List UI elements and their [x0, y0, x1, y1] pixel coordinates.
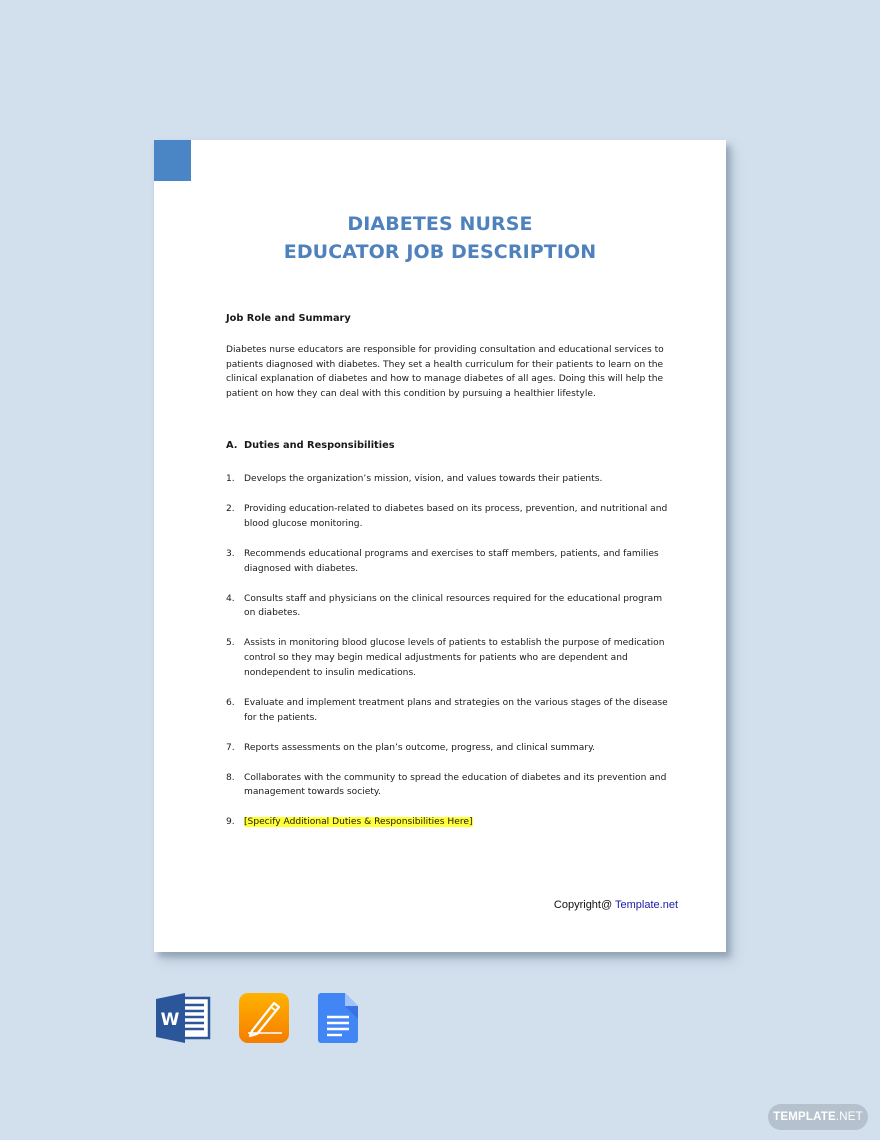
duty-number: 6.: [226, 697, 235, 708]
copyright-notice: [554, 899, 678, 911]
title-line-2: EDUCATOR JOB DESCRIPTION: [283, 241, 597, 263]
duty-item: [226, 771, 676, 800]
duty-text: Assists in monitoring blood glucose levels of patients to establish the purpose of medication control so they may begin medical adjustments for patients who are dependent and nondependent to insulin medications.: [244, 638, 665, 678]
word-icon[interactable]: [155, 992, 211, 1044]
duty-number: 2.: [226, 504, 235, 515]
document-body: [226, 312, 676, 845]
section-heading-job-role: Job Role and Summary: [226, 313, 351, 324]
duty-item: [226, 502, 676, 531]
google-docs-icon[interactable]: [317, 992, 359, 1044]
duty-text: Providing education-related to diabetes based on its process, prevention, and nutritional and blood glucose monitoring.: [244, 504, 668, 530]
duty-item: [226, 547, 676, 576]
duty-item: [226, 636, 676, 680]
corner-accent-square: [154, 140, 191, 181]
template-net-badge[interactable]: [768, 1104, 868, 1130]
document-page: [154, 140, 726, 952]
duties-list: [226, 472, 676, 830]
duty-text: Collaborates with the community to spread the education of diabetes and its prevention and management towards society.: [244, 772, 667, 798]
duty-number: 3.: [226, 549, 235, 560]
copyright-prefix: Copyright@: [553, 899, 613, 911]
duty-text: Develops the organization’s mission, vision, and values towards their patients.: [244, 474, 603, 485]
duty-number: 4.: [226, 593, 235, 604]
duties-heading-letter: A.: [226, 440, 238, 452]
duties-heading: [226, 439, 676, 453]
duty-item: [226, 741, 676, 756]
title-line-1: DIABETES NURSE: [347, 213, 533, 235]
summary-paragraph: Diabetes nurse educators are responsible for providing consultation and educational services to patients diagnosed with diabetes. They set a health curriculum for their patients to learn on the clinical explanation of diabetes and how to manage diabetes of all ages. Doing this will help the patient on how they can deal with this condition by pursuing a healthier lifestyle.: [226, 345, 664, 399]
duties-heading-label: Duties and Responsibilities: [244, 440, 395, 452]
badge-light-text: .NET: [835, 1111, 863, 1123]
template-net-link[interactable]: Template.net: [615, 899, 678, 911]
duty-item: [226, 472, 676, 487]
svg-text:W: W: [160, 1010, 180, 1030]
duty-number: 9.: [226, 817, 235, 828]
placeholder-highlight[interactable]: [Specify Additional Duties & Responsibilities Here]: [244, 817, 473, 828]
duty-text: Evaluate and implement treatment plans and strategies on the various stages of the disease for the patients.: [244, 697, 668, 723]
duty-number: 1.: [226, 474, 235, 485]
duty-text: Consults staff and physicians on the clinical resources required for the educational program on diabetes.: [244, 593, 663, 619]
duty-number: 7.: [226, 742, 235, 753]
pages-icon[interactable]: [238, 992, 290, 1044]
badge-bold-text: TEMPLATE: [773, 1111, 836, 1123]
format-icons: [155, 992, 359, 1044]
duty-number: 5.: [226, 638, 235, 649]
duty-item: [226, 592, 676, 621]
duty-item-placeholder: [226, 815, 676, 830]
document-title: [154, 210, 726, 266]
duty-text: Reports assessments on the plan’s outcome, progress, and clinical summary.: [244, 742, 596, 753]
duty-item: [226, 696, 676, 725]
duty-number: 8.: [226, 772, 235, 783]
duty-text: Recommends educational programs and exercises to staff members, patients, and families diagnosed with diabetes.: [244, 549, 659, 574]
